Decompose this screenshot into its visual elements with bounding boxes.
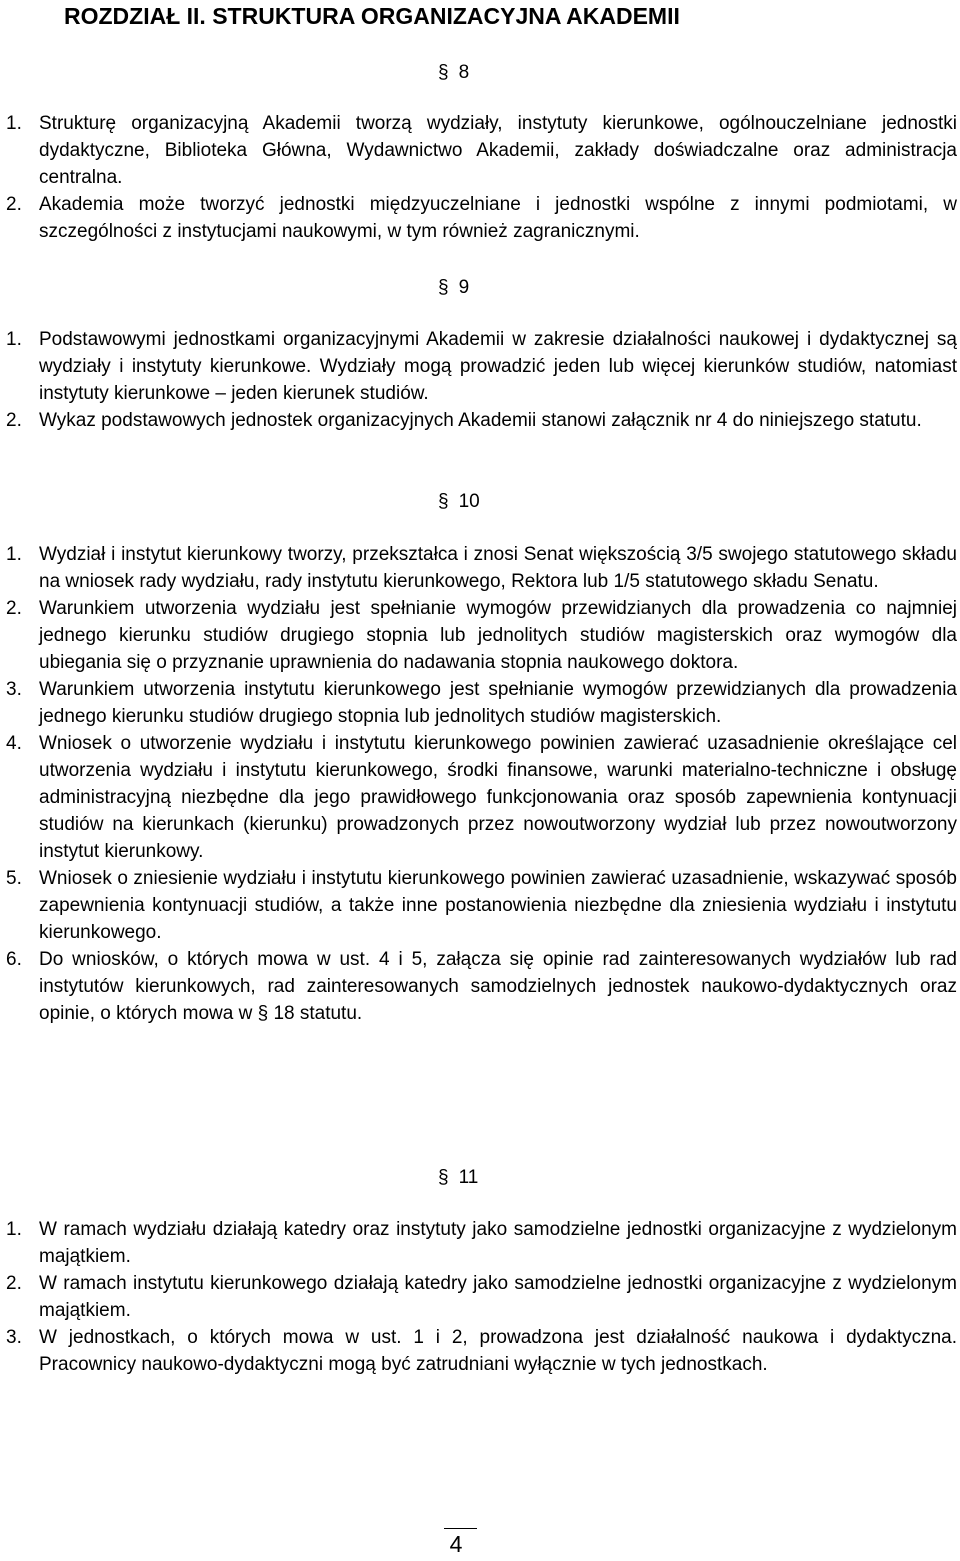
item-text: Wydział i instytut kierunkowy tworzy, przekształca i znosi Senat większością 3/5 swojego statutowego składu na wniosek rady wydziału, rady instytutu kierunkowego, Rektora lub 1/5 statutowego składu Senatu. — [39, 544, 957, 592]
section-11-list — [0, 1216, 960, 1378]
list-item — [0, 541, 960, 595]
section-heading-10 — [438, 490, 480, 514]
chapter-title: ROZDZIAŁ II. STRUKTURA ORGANIZACYJNA AKADEMII — [64, 3, 680, 29]
item-text: Wykaz podstawowych jednostek organizacyjnych Akademii stanowi załącznik nr 4 do niniejszego statutu. — [39, 410, 922, 431]
item-number: 5. — [6, 868, 22, 889]
section-8-list — [0, 110, 960, 245]
list-item — [0, 595, 960, 676]
section-symbol: § — [438, 491, 449, 512]
item-number: 3. — [6, 679, 22, 700]
list-item — [0, 407, 960, 434]
item-number: 3. — [6, 1327, 22, 1348]
item-text: Wniosek o utworzenie wydziału i instytutu kierunkowego powinien zawierać uzasadnienie określające cel utworzenia wydziału i instytutu kierunkowego, środki finansowe, warunki materialno-techniczne i obsługę administracyjną niezbędne dla jego prawidłowego funkcjonowania oraz sposób zapewnienia kontynuacji studiów na kierunkach (kierunku) prowadzonych przez nowoutworzony wydział lub przez nowoutworzony instytut kierunkowy. — [39, 733, 957, 862]
item-number: 6. — [6, 949, 22, 970]
list-item — [0, 1216, 960, 1270]
section-heading-9 — [438, 276, 469, 300]
list-item — [0, 676, 960, 730]
list-item — [0, 110, 960, 191]
item-number: 1. — [6, 1219, 22, 1240]
item-text: Podstawowymi jednostkami organizacyjnymi Akademii w zakresie działalności naukowej i dydaktycznej są wydziały i instytuty kierunkowe. Wydziały mogą prowadzić jeden lub więcej kierunków studiów, natomiast instytuty kierunkowe – jeden kierunek studiów. — [39, 329, 957, 404]
item-text: Akademia może tworzyć jednostki międzyuczelniane i jednostki wspólne z innymi podmiotami, w szczególności z instytucjami naukowymi, w tym również zagranicznymi. — [39, 194, 957, 242]
item-text: W jednostkach, o których mowa w ust. 1 i 2, prowadzona jest działalność naukowa i dydaktyczna. Pracownicy naukowo-dydaktyczni mogą być zatrudniani wyłącznie w tych jednostkach. — [39, 1327, 957, 1375]
item-number: 2. — [6, 410, 22, 431]
section-number: 9 — [458, 277, 470, 298]
item-number: 2. — [6, 194, 22, 215]
section-number: 8 — [458, 62, 470, 83]
section-symbol: § — [438, 1167, 449, 1188]
item-text: Do wniosków, o których mowa w ust. 4 i 5, załącza się opinie rad zainteresowanych wydziałów lub rad instytutów kierunkowych, rad zainteresowanych samodzielnych jednostek naukowo-dydaktycznych oraz opinie, o których mowa w § 18 statutu. — [39, 949, 957, 1024]
list-item — [0, 730, 960, 865]
item-number: 1. — [6, 329, 22, 350]
section-symbol: § — [438, 277, 449, 298]
list-item — [0, 946, 960, 1027]
item-text: Wniosek o zniesienie wydziału i instytutu kierunkowego powinien zawierać uzasadnienie, wskazywać sposób zapewnienia kontynuacji studiów, a także inne postanowienia niezbędne dla zniesienia wydziału i instytutu kierunkowego. — [39, 868, 957, 943]
footer-divider — [444, 1528, 477, 1529]
item-text: Strukturę organizacyjną Akademii tworzą wydziały, instytuty kierunkowe, ogólnouczelniane jednostki dydaktyczne, Biblioteka Główna, Wydawnictwo Akademii, zakłady doświadczalne oraz administracja centralna. — [39, 113, 957, 188]
item-number: 2. — [6, 1273, 22, 1294]
section-symbol: § — [438, 62, 449, 83]
section-heading-11 — [438, 1166, 478, 1190]
item-text: Warunkiem utworzenia wydziału jest spełnianie wymogów przewidzianych dla prowadzenia co najmniej jednego kierunku studiów drugiego stopnia lub jednolitych studiów magisterskich oraz wymogów dla ubiegania się o przyznanie uprawnienia do nadawania stopnia naukowego doktora. — [39, 598, 957, 673]
section-10-list — [0, 541, 960, 1027]
item-text: W ramach instytutu kierunkowego działają katedry jako samodzielne jednostki organizacyjne z wydzielonym majątkiem. — [39, 1273, 957, 1321]
section-heading-8 — [438, 61, 469, 85]
list-item — [0, 1324, 960, 1378]
item-number: 1. — [6, 544, 22, 565]
item-number: 4. — [6, 733, 22, 754]
section-number: 11 — [458, 1167, 479, 1188]
item-number: 2. — [6, 598, 22, 619]
list-item — [0, 326, 960, 407]
page-number: 4 — [449, 1531, 463, 1557]
section-number: 10 — [458, 491, 480, 512]
list-item — [0, 191, 960, 245]
section-9-list — [0, 326, 960, 434]
item-text: Warunkiem utworzenia instytutu kierunkowego jest spełnianie wymogów przewidzianych dla prowadzenia jednego kierunku studiów drugiego stopnia lub jednolitych studiów magisterskich. — [39, 679, 957, 727]
list-item — [0, 1270, 960, 1324]
item-text: W ramach wydziału działają katedry oraz instytuty jako samodzielne jednostki organizacyjne z wydzielonym majątkiem. — [39, 1219, 957, 1267]
item-number: 1. — [6, 113, 22, 134]
list-item — [0, 865, 960, 946]
